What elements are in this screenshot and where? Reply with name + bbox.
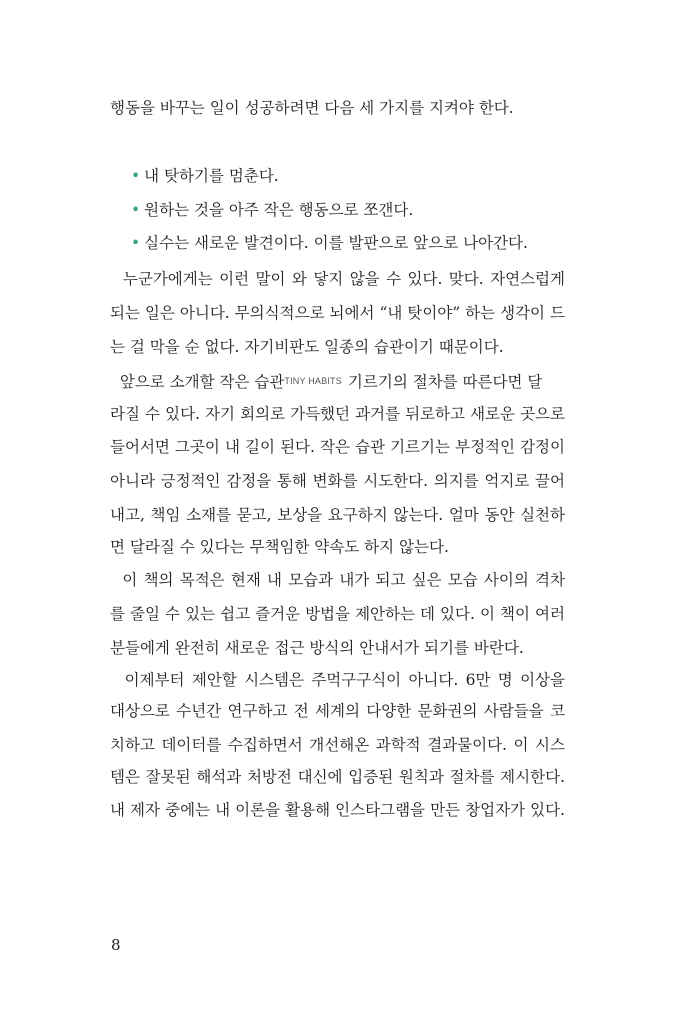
body-line: 이 책의 목적은 현재 내 모습과 내가 되고 싶은 모습 사이의 격차 — [110, 571, 565, 589]
body-line: 대상으로 수년간 연구하고 전 세계의 다양한 문화권의 사람들을 코 — [110, 702, 565, 720]
body-line: 내고, 책임 소재를 묻고, 보상을 요구하지 않는다. 얼마 동안 실천하 — [110, 506, 565, 524]
intro-sentence: 행동을 바꾸는 일이 성공하려면 다음 세 가지를 지켜야 한다. — [110, 99, 514, 117]
list-item-text: 내 탓하기를 멈춘다. — [144, 167, 279, 185]
page-number: 8 — [111, 936, 121, 954]
body-line: 누군가에게는 이런 말이 와 닿지 않을 수 있다. 맞다. 자연스럽게 — [110, 270, 565, 288]
body-line: 되는 일은 아니다. 무의식적으로 뇌에서 “내 탓이야” 하는 생각이 드 — [110, 304, 565, 322]
bullet-icon: • — [131, 167, 141, 185]
bullet-icon: • — [131, 201, 141, 219]
body-line: 들어서면 그곳이 내 길이 된다. 작은 습관 기르기는 부정적인 감정이 — [110, 438, 565, 456]
body-line: 내 제자 중에는 내 이론을 활용해 인스타그램을 만든 창업자가 있다. — [110, 801, 565, 819]
body-line: 템은 잘못된 해석과 처방전 대신에 입증된 원칙과 절차를 제시한다. — [110, 768, 565, 786]
body-line: 는 걸 막을 순 없다. 자기비판도 일종의 습관이기 때문이다. — [110, 338, 504, 356]
body-text: 앞으로 소개할 작은 습관 — [110, 373, 285, 391]
body-line — [110, 371, 565, 392]
body-line: 이제부터 제안할 시스템은 주먹구구식이 아니다. 6만 명 이상을 — [110, 671, 565, 689]
list-item-text: 원하는 것을 아주 작은 행동으로 쪼갠다. — [144, 201, 414, 219]
english-annotation: TINY HABITS — [284, 376, 342, 386]
body-line: 라질 수 있다. 자기 회의로 가득했던 과거를 뒤로하고 새로운 곳으로 — [110, 405, 565, 423]
body-line: 아니라 긍정적인 감정을 통해 변화를 시도한다. 의지를 억지로 끌어 — [110, 472, 565, 490]
list-item-text: 실수는 새로운 발견이다. 이를 발판으로 앞으로 나아간다. — [144, 234, 528, 252]
body-line: 면 달라질 수 있다는 무책임한 약속도 하지 않는다. — [110, 538, 449, 556]
body-line: 를 줄일 수 있는 쉽고 즐거운 방법을 제안하는 데 있다. 이 책이 여러 — [110, 605, 565, 623]
list-item — [131, 233, 528, 253]
bullet-icon: • — [131, 234, 141, 252]
body-line: 치하고 데이터를 수집하면서 개선해온 과학적 결과물이다. 이 시스 — [110, 736, 565, 754]
list-item — [131, 166, 279, 186]
list-item — [131, 200, 413, 220]
body-line: 분들에게 완전히 새로운 접근 방식의 안내서가 되기를 바란다. — [110, 639, 524, 657]
body-text: 기르기의 절차를 따른다면 달 — [347, 373, 543, 391]
